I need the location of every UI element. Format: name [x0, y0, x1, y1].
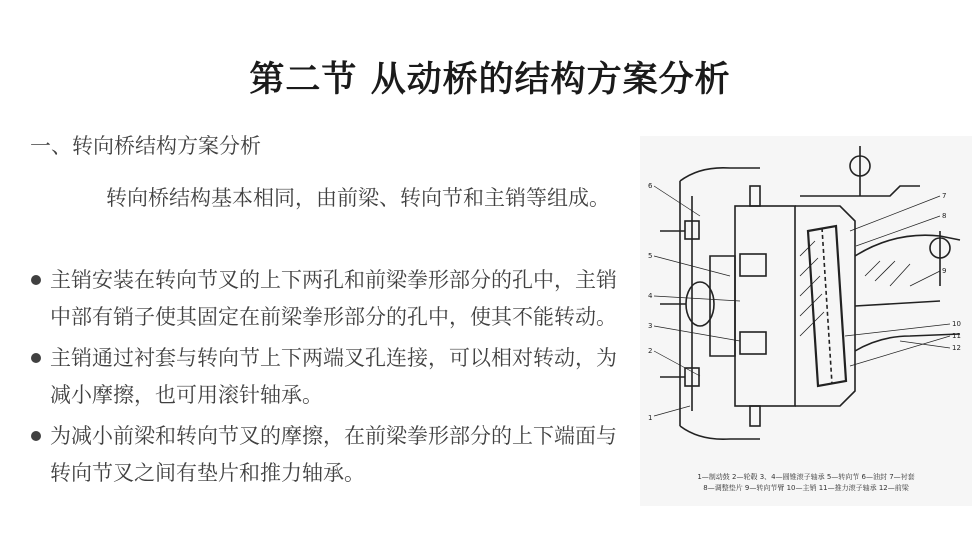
- intro-text: 转向桥结构基本相同，由前梁、转向节和主销等组成。: [106, 186, 610, 210]
- callout-label: 3: [648, 322, 653, 330]
- bullet-item: [30, 340, 630, 414]
- slide-title: 第二节 从动桥的结构方案分析: [249, 60, 731, 100]
- intro-paragraph: [30, 180, 630, 216]
- steering-axle-diagram: [640, 136, 972, 506]
- bullet-text: 主销通过衬套与转向节上下两端叉孔连接，可以相对转动，为减小摩擦，也可用滚针轴承。: [50, 346, 617, 407]
- callout-label: 7: [942, 192, 947, 200]
- callout-label: 6: [648, 182, 653, 190]
- callout-label: 2: [648, 347, 653, 355]
- bullet-dot-icon: [31, 353, 41, 363]
- callout-label: 8: [942, 212, 947, 220]
- callout-label: 12: [952, 344, 961, 352]
- figure-legend: [648, 472, 964, 494]
- bullet-item: [30, 418, 630, 492]
- callout-label: 1: [648, 414, 653, 422]
- legend-line: 1—制动鼓 2—轮毂 3、4—圆锥滚子轴承 5—转向节 6—油封 7—衬套: [697, 473, 915, 481]
- callout-label: 10: [952, 320, 961, 328]
- bullet-item: [30, 262, 630, 336]
- section-heading: 一、转向桥结构方案分析: [30, 134, 261, 158]
- bullet-dot-icon: [31, 431, 41, 441]
- bullet-text: 为减小前梁和转向节叉的摩擦，在前梁拳形部分的上下端面与转向节叉之间有垫片和推力轴承。: [50, 424, 617, 485]
- bullet-list: [30, 262, 630, 496]
- callout-label: 5: [648, 252, 653, 260]
- callout-label: 4: [648, 292, 653, 300]
- bullet-text: 主销安装在转向节叉的上下两孔和前梁拳形部分的孔中，主销中部有销子使其固定在前梁拳形部分的孔中，使其不能转动。: [50, 268, 617, 329]
- callout-label: 9: [942, 267, 947, 275]
- callout-label: 11: [952, 332, 961, 340]
- bullet-dot-icon: [31, 275, 41, 285]
- legend-line: 8—调整垫片 9—转向节臂 10—主销 11—推力滚子轴承 12—前梁: [703, 484, 909, 492]
- axle-cross-section-drawing: [640, 136, 972, 466]
